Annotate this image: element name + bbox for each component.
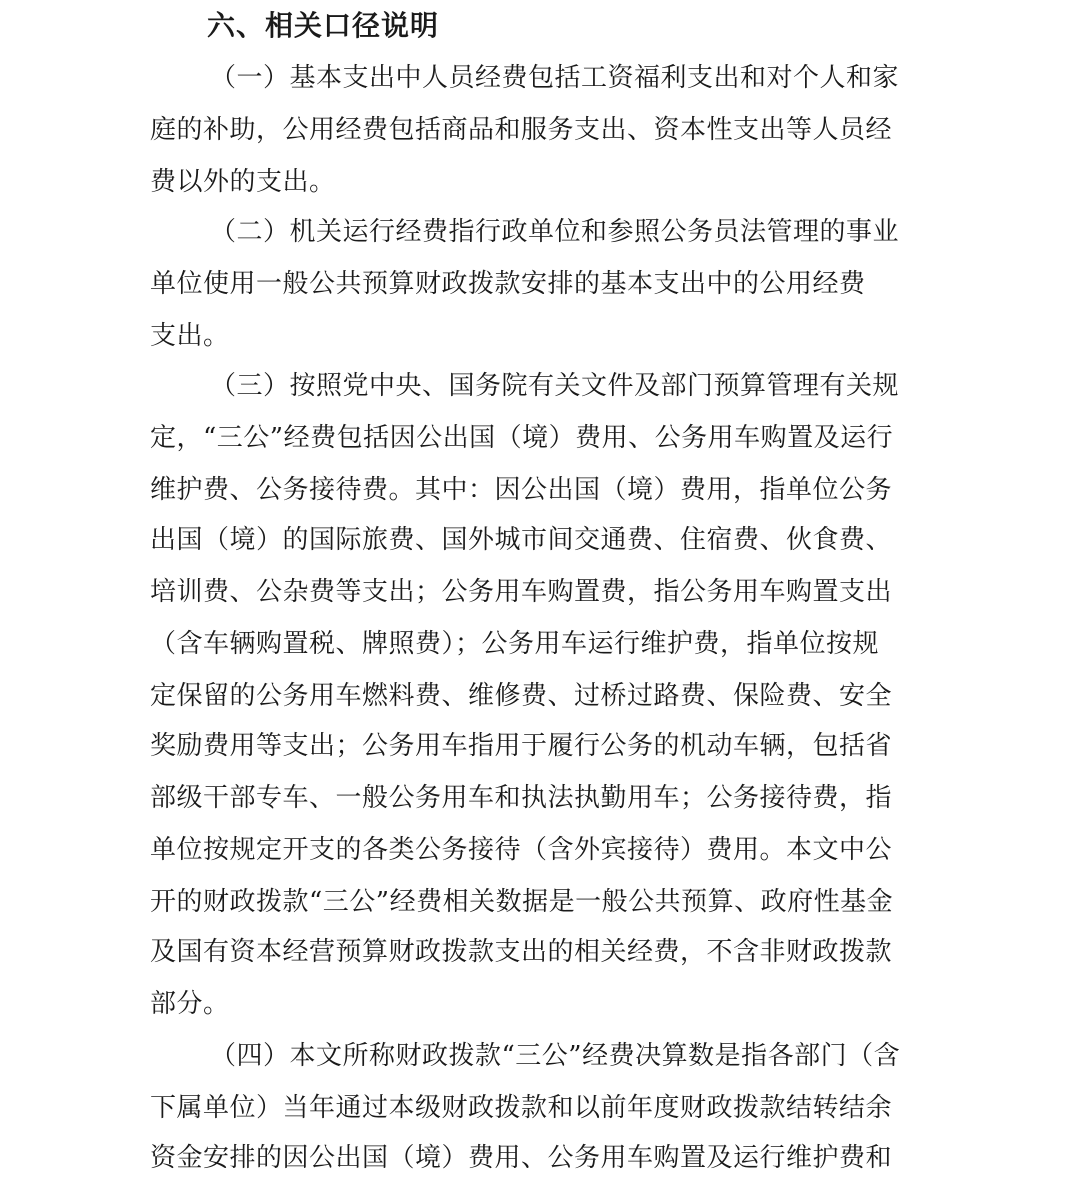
paragraph-4-line-1: （四）本文所称财政拨款“三公”经费决算数是指各部门（含: [210, 1041, 901, 1071]
paragraph-2-line-1: （二）机关运行经费指行政单位和参照公务员法管理的事业: [210, 217, 900, 247]
paragraph-3-line-2: 定，“三公”经费包括因公出国（境）费用、公务用车购置及运行: [150, 423, 894, 453]
paragraph-3-line-1: （三）按照党中央、国务院有关文件及部门预算管理有关规: [210, 371, 900, 401]
paragraph-1-line-1: （一）基本支出中人员经费包括工资福利支出和对个人和家: [210, 63, 900, 93]
paragraph-1-line-2: 庭的补助，公用经费包括商品和服务支出、资本性支出等人员经: [150, 115, 893, 145]
paragraph-3-line-10: 单位按规定开支的各类公务接待（含外宾接待）费用。本文中公: [150, 835, 893, 865]
paragraph-1-line-3: 费以外的支出。: [150, 167, 336, 197]
paragraph-4-line-2: 下属单位）当年通过本级财政拨款和以前年度财政拨款结转结余: [150, 1093, 893, 1123]
paragraph-2-line-2: 单位使用一般公共预算财政拨款安排的基本支出中的公用经费: [150, 269, 866, 299]
section-heading: 六、相关口径说明: [207, 9, 440, 42]
paragraph-3-line-9: 部级干部专车、一般公务用车和执法执勤用车；公务接待费，指: [150, 783, 893, 813]
paragraph-3-line-5: 培训费、公杂费等支出；公务用车购置费，指公务用车购置支出: [150, 577, 893, 607]
paragraph-3-line-12: 及国有资本经营预算财政拨款支出的相关经费，不含非财政拨款: [150, 937, 893, 967]
paragraph-3-line-7: 定保留的公务用车燃料费、维修费、过桥过路费、保险费、安全: [150, 681, 893, 711]
paragraph-3-line-8: 奖励费用等支出；公务用车指用于履行公务的机动车辆，包括省: [150, 731, 893, 761]
paragraph-3-line-6: （含车辆购置税、牌照费）；公务用车运行维护费，指单位按规: [150, 629, 880, 659]
paragraph-4-line-3: 资金安排的因公出国（境）费用、公务用车购置及运行维护费和: [150, 1143, 893, 1173]
paragraph-3-line-3: 维护费、公务接待费。其中：因公出国（境）费用，指单位公务: [150, 475, 893, 505]
paragraph-3-line-13: 部分。: [150, 989, 230, 1019]
paragraph-3-line-4: 出国（境）的国际旅费、国外城市间交通费、住宿费、伙食费、: [150, 525, 893, 555]
paragraph-2-line-3: 支出。: [150, 321, 230, 351]
paragraph-3-line-11: 开的财政拨款“三公”经费相关数据是一般公共预算、政府性基金: [150, 887, 894, 917]
